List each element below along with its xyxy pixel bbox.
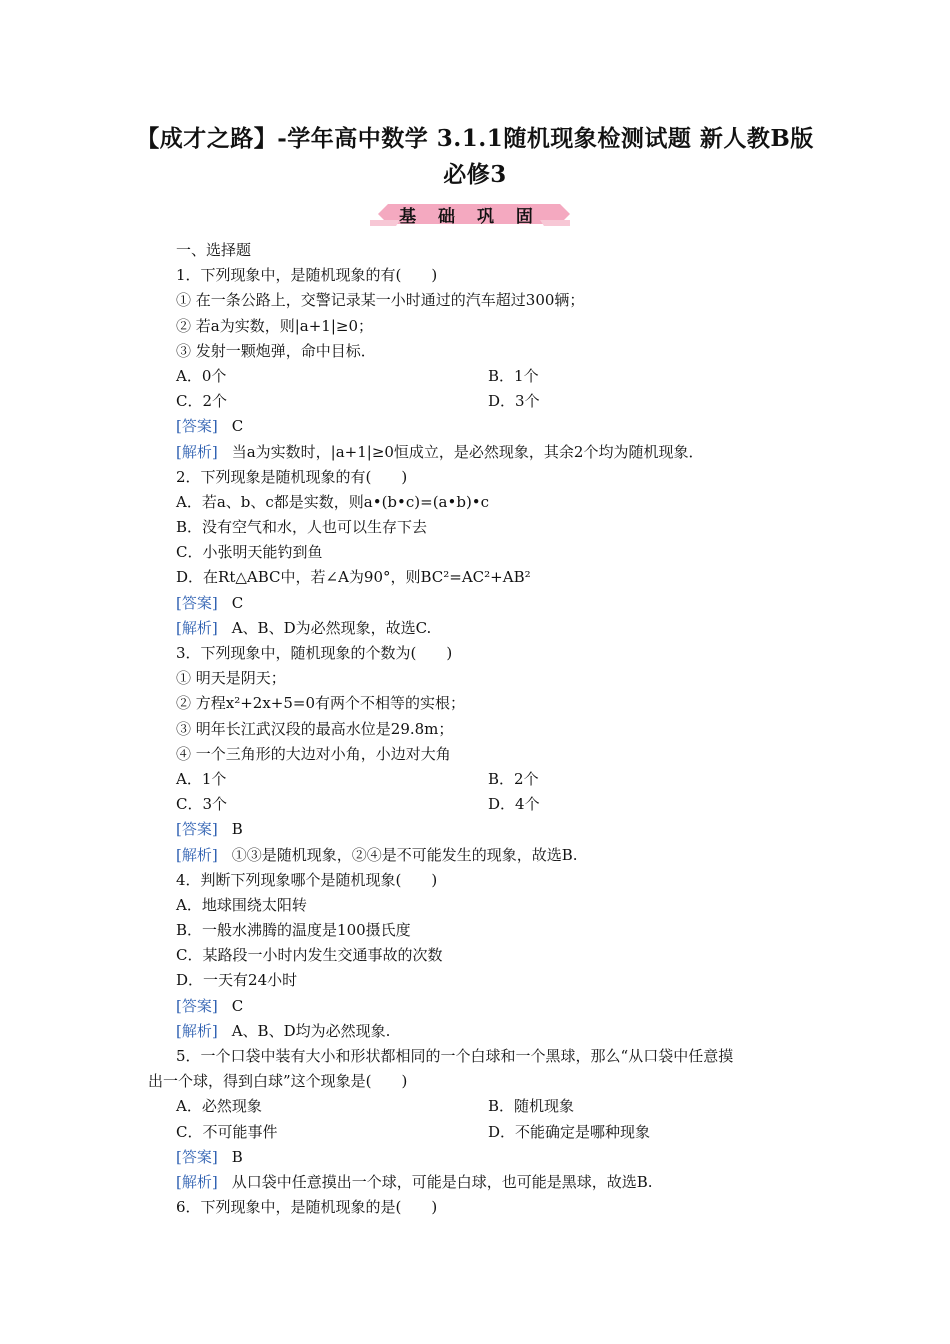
- q3-item: ② 方程x²+2x+5=0有两个不相等的实根；: [176, 694, 466, 713]
- q1-item: ③ 发射一颗炮弹，命中目标．: [176, 341, 376, 360]
- q3-options-row: [148, 792, 828, 817]
- q5-answer-value: B: [231, 1147, 243, 1166]
- q1-answer: [148, 414, 828, 439]
- document-title-line-1: 【成才之路】-学年高中数学 3.1.1随机现象检测试题 新人教B版: [136, 125, 814, 152]
- analysis-tag: [解析]: [176, 1021, 218, 1040]
- q3-analysis-text: ①③是随机现象，②④是不可能发生的现象，故选B.: [231, 845, 578, 864]
- q5-option-c: C．不可能事件: [176, 1122, 278, 1141]
- q3-option-c: C．3个: [176, 795, 228, 814]
- q4-option-c: C．某路段一小时内发生交通事故的次数: [176, 946, 443, 965]
- q2-option-d: D．在Rt△ABC中，若∠A为90°，则BC²=AC²+AB²: [176, 568, 531, 587]
- q5-options-row: [148, 1094, 828, 1119]
- q3-option-a: A．1个: [176, 769, 227, 788]
- q2-answer-value: C: [231, 593, 244, 612]
- q1-options-row: [148, 364, 828, 389]
- analysis-tag: [解析]: [176, 1172, 218, 1191]
- q1-analysis-text: 当a为实数时，|a+1|≥0恒成立，是必然现象，其余2个均为随机现象．: [231, 442, 704, 461]
- answer-tag: [答案]: [176, 1147, 218, 1166]
- q2-analysis: [148, 616, 828, 641]
- q5-analysis-text: 从口袋中任意摸出一个球，可能是白球，也可能是黑球，故选B.: [231, 1172, 653, 1191]
- q1-option-b: B．1个: [488, 366, 539, 385]
- section-heading: 一、选择题: [176, 241, 252, 259]
- q4-answer-value: C: [231, 996, 244, 1015]
- q4-option-d: D．一天有24小时: [176, 971, 298, 990]
- q5-options-row: [148, 1120, 828, 1145]
- q6-stem: 6．下列现象中，是随机现象的是( ): [176, 1198, 438, 1217]
- q3-item: ③ 明年长江武汉段的最高水位是29.8m；: [176, 719, 454, 738]
- q2-stem: 2．下列现象是随机现象的有( ): [176, 467, 408, 486]
- q1-option-c: C．2个: [176, 392, 228, 411]
- answer-tag: [答案]: [176, 996, 218, 1015]
- q3-answer: [148, 817, 828, 842]
- answer-tag: [答案]: [176, 417, 218, 436]
- q2-option-c: C．小张明天能钓到鱼: [176, 543, 323, 562]
- q3-item: ① 明天是阴天；: [176, 669, 286, 688]
- analysis-tag: [解析]: [176, 845, 218, 864]
- q3-item: ④ 一个三角形的大边对小角，小边对大角: [176, 744, 451, 763]
- q1-option-a: A．0个: [176, 366, 227, 385]
- q1-analysis: [148, 440, 828, 465]
- document-title-line-2: 必修3: [443, 161, 507, 188]
- banner-label: 基 础 巩 固: [399, 207, 541, 227]
- q5-option-b: B．随机现象: [488, 1097, 575, 1116]
- q4-analysis: [148, 1019, 828, 1044]
- q3-answer-value: B: [231, 820, 243, 839]
- question-list: [148, 238, 828, 1220]
- q3-option-b: B．2个: [488, 769, 539, 788]
- q2-option-b: B．没有空气和水，人也可以生存下去: [176, 518, 428, 537]
- q1-option-d: D．3个: [488, 392, 540, 411]
- q5-stem-line-2: 出一个球，得到白球”这个现象是( ): [148, 1072, 408, 1091]
- q1-stem: 1．下列现象中，是随机现象的有( ): [176, 266, 438, 285]
- q3-option-d: D．4个: [488, 795, 540, 814]
- section-banner: [370, 200, 570, 228]
- answer-tag: [答案]: [176, 593, 218, 612]
- q4-stem: 4．判断下列现象哪个是随机现象( ): [176, 870, 438, 889]
- q3-options-row: [148, 767, 828, 792]
- q1-item: ② 若a为实数，则|a+1|≥0；: [176, 316, 373, 335]
- q5-stem-line-1: 5．一个口袋中装有大小和形状都相同的一个白球和一个黑球，那么“从口袋中任意摸: [176, 1047, 734, 1065]
- answer-tag: [答案]: [176, 820, 218, 839]
- q4-option-a: A．地球围绕太阳转: [176, 895, 307, 914]
- q4-answer: [148, 994, 828, 1019]
- q5-option-a: A．必然现象: [176, 1097, 262, 1116]
- q1-answer-value: C: [231, 417, 244, 436]
- q2-answer: [148, 591, 828, 616]
- q5-answer: [148, 1145, 828, 1170]
- q1-item: ① 在一条公路上，交警记录某一小时通过的汽车超过300辆；: [176, 291, 585, 310]
- q5-analysis: [148, 1170, 828, 1195]
- q3-analysis: [148, 843, 828, 868]
- q2-option-a: A．若a、b、c都是实数，则a•(b•c)=(a•b)•c: [176, 492, 490, 511]
- q3-stem: 3．下列现象中，随机现象的个数为( ): [176, 644, 453, 662]
- q4-option-b: B．一般水沸腾的温度是100摄氏度: [176, 921, 411, 940]
- q4-analysis-text: A、B、D均为必然现象.: [231, 1021, 391, 1040]
- q2-analysis-text: A、B、D为必然现象，故选C.: [231, 618, 432, 637]
- q5-option-d: D．不能确定是哪种现象: [488, 1122, 651, 1141]
- q1-options-row: [148, 389, 828, 414]
- analysis-tag: [解析]: [176, 618, 218, 637]
- analysis-tag: [解析]: [176, 442, 218, 461]
